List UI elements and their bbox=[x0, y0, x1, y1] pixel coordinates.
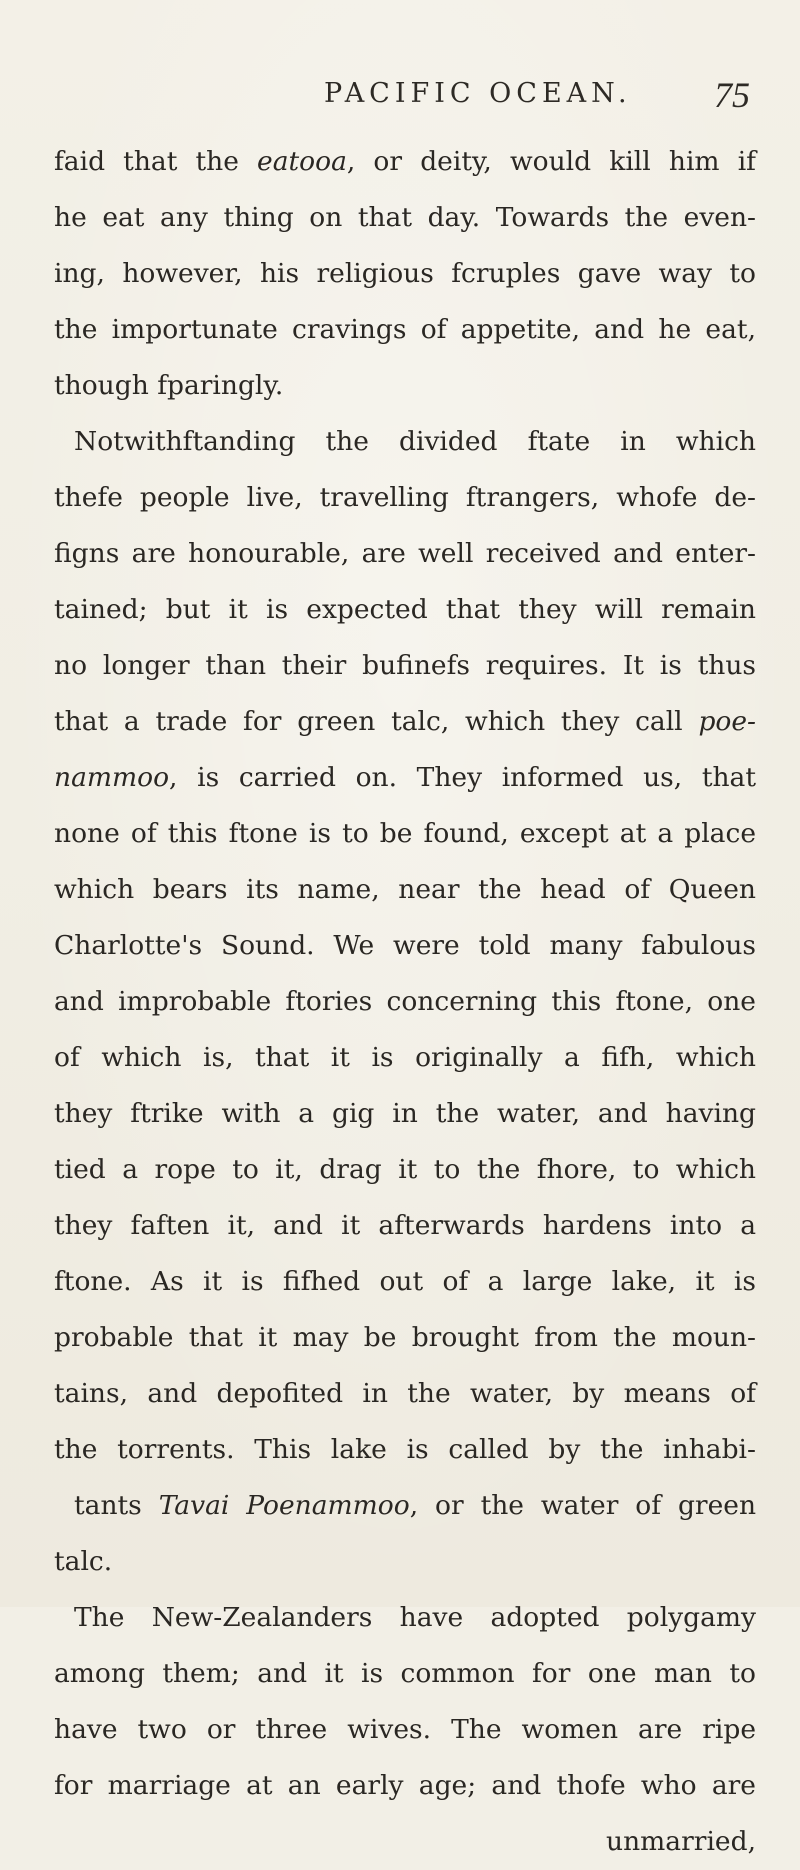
text-line: of which is, that it is originally a fifh, which bbox=[54, 1042, 756, 1073]
text-line: Charlotte's Sound. We were told many fabulous bbox=[54, 930, 756, 961]
text-line: have two or three wives. The women are ripe bbox=[54, 1714, 756, 1745]
text-line: tants Tavai Poenammoo, or the water of green bbox=[74, 1490, 757, 1521]
paragraph-start-line: The New-Zealanders have adopted polygamy bbox=[74, 1602, 756, 1633]
text-line: probable that it may be brought from the moun- bbox=[54, 1322, 756, 1353]
text-line: the importunate cravings of appetite, and he eat, bbox=[54, 314, 756, 345]
text-line: that a trade for green talc, which they call poe- bbox=[54, 706, 756, 737]
text-line: thefe people live, travelling ftrangers, whofe de- bbox=[54, 482, 756, 513]
text-line: ing, however, his religious fcruples gave way to bbox=[54, 258, 756, 289]
text-line: they ftrike with a gig in the water, and having bbox=[54, 1098, 756, 1129]
catchword-line: unmarried, bbox=[606, 1826, 756, 1857]
text-line: tied a rope to it, drag it to the fhore, to which bbox=[54, 1154, 756, 1185]
text-line: and improbable ftories concerning this ftone, one bbox=[54, 986, 756, 1017]
paragraph-start-line: Notwithftanding the divided ftate in which bbox=[74, 426, 756, 457]
text-line: for marriage at an early age; and thofe who are bbox=[54, 1770, 756, 1801]
running-head bbox=[0, 75, 800, 118]
text-line: ftone. As it is fifhed out of a large lake, it is bbox=[54, 1266, 756, 1297]
text-line: which bears its name, near the head of Queen bbox=[54, 874, 756, 905]
running-title: PACIFIC OCEAN. bbox=[324, 78, 632, 109]
text-line: the torrents. This lake is called by the inhabi- bbox=[54, 1434, 756, 1465]
text-line: tained; but it is expected that they will remain bbox=[54, 594, 756, 625]
page-number: 75 bbox=[714, 75, 750, 115]
body-text bbox=[54, 134, 756, 1870]
text-line: tains, and depofited in the water, by means of bbox=[54, 1378, 756, 1409]
text-line: faid that the eatooa, or deity, would kill him if bbox=[54, 146, 756, 177]
text-line: nammoo, is carried on. They informed us, that bbox=[54, 762, 756, 793]
text-line: talc. bbox=[54, 1546, 113, 1577]
text-line: none of this ftone is to be found, except at a place bbox=[54, 818, 756, 849]
text-line: no longer than their bufinefs requires. It is thus bbox=[54, 650, 756, 681]
text-line: figns are honourable, are well received and enter- bbox=[54, 538, 756, 569]
text-line: they faften it, and it afterwards hardens into a bbox=[54, 1210, 756, 1241]
text-line: he eat any thing on that day. Towards the even- bbox=[54, 202, 756, 233]
text-line: though fparingly. bbox=[54, 370, 284, 401]
text-line: among them; and it is common for one man to bbox=[54, 1658, 756, 1689]
